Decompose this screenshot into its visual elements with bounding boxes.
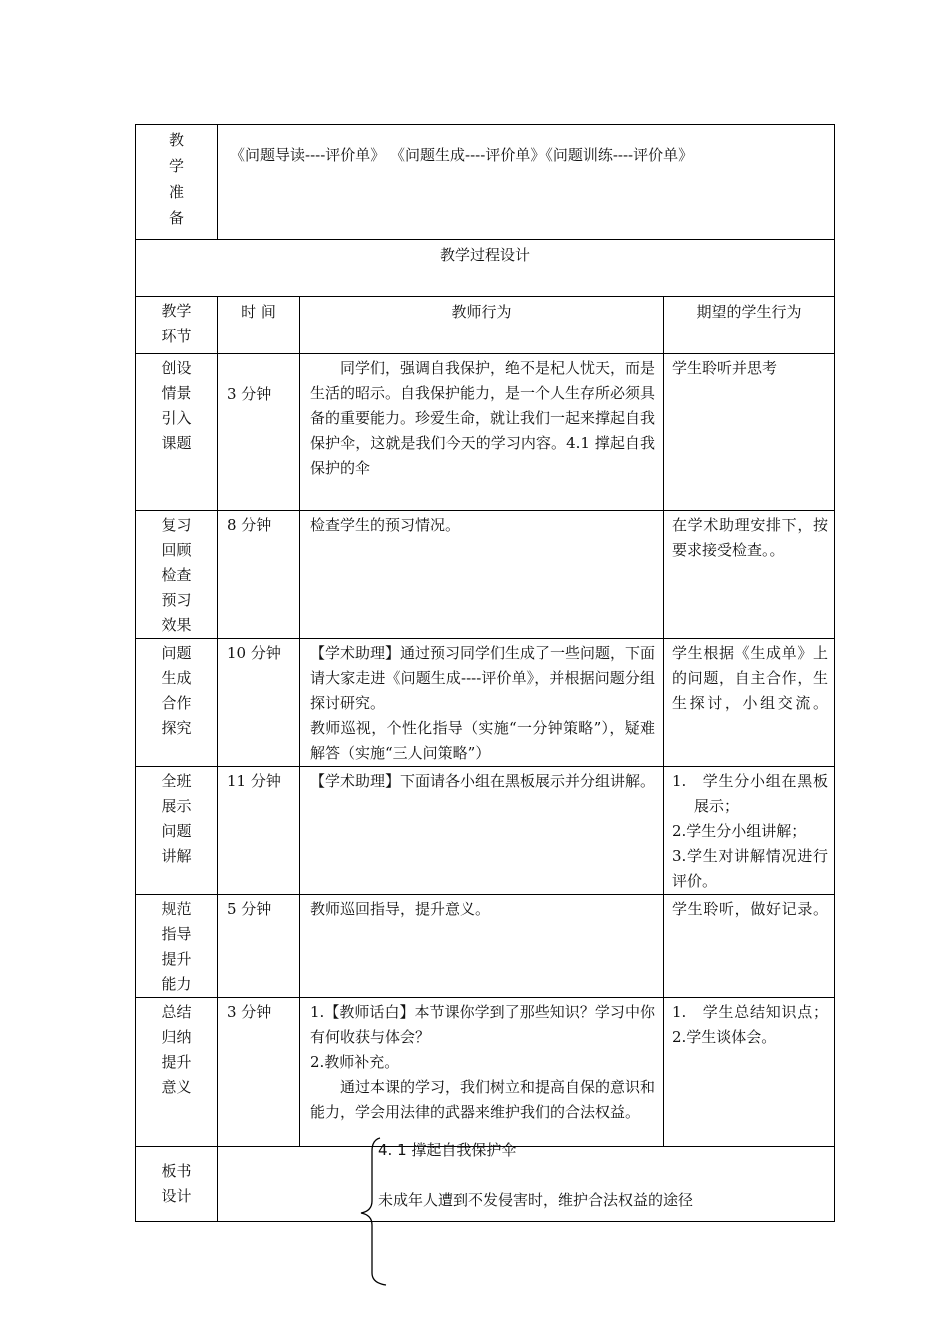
header-student: 期望的学生行为 [664, 297, 835, 354]
teacher-cell: 教师巡回指导，提升意义。 [300, 895, 664, 998]
stage-cell [136, 895, 218, 998]
table-row [136, 998, 835, 1147]
student-list-item: 1. 学生分小组在黑板展示； [672, 772, 829, 815]
student-cell [664, 998, 835, 1147]
time-cell: 5 分钟 [218, 895, 300, 998]
board-label: 板书设计 [161, 1162, 192, 1205]
prep-label: 教学准备 [168, 131, 184, 227]
stage-cell [136, 767, 218, 895]
teacher-paragraph: 2.教师补充。 [310, 1053, 400, 1071]
time-cell: 10 分钟 [218, 639, 300, 767]
student-text: 学生聆听，做好记录。 [672, 900, 829, 918]
board-label-cell [136, 1147, 218, 1222]
process-title-row [136, 240, 835, 297]
table-row [136, 639, 835, 767]
student-cell [664, 895, 835, 998]
student-cell: 学生聆听并思考 [664, 354, 835, 511]
time-cell: 3 分钟 [218, 998, 300, 1147]
time-cell: 3 分钟 [218, 354, 300, 511]
board-line: 未成年人遭到不发侵害时，维护合法权益的途径 [378, 1191, 694, 1209]
teacher-cell: 【学术助理】下面请各小组在黑板展示并分组讲解。 [300, 767, 664, 895]
stage-label: 全班展示问题讲解 [161, 772, 192, 865]
student-cell [664, 767, 835, 895]
board-line: 4. 1 撑起自我保护伞 [378, 1141, 517, 1159]
stage-label: 问题生成合作探究 [161, 644, 192, 737]
stage-label: 复习回顾检查预习效果 [161, 516, 192, 634]
student-list-item: 2.学生分小组讲解； [672, 822, 807, 840]
prep-label-cell [136, 125, 218, 240]
teacher-paragraph: 1.【教师话白】本节课你学到了那些知识？学习中你有何收获与体会？ [310, 1003, 655, 1046]
table-row [136, 767, 835, 895]
lesson-plan-table [135, 124, 835, 1222]
prep-row [136, 125, 835, 240]
student-text: 学生根据《生成单》上的问题，自主合作，生生探讨，小组交流。 [672, 644, 829, 712]
teacher-paragraph: 通过本课的学习，我们树立和提高自保的意识和能力，学会用法律的武器来维护我们的合法权益。 [310, 1078, 656, 1121]
header-row [136, 297, 835, 354]
time-cell: 8 分钟 [218, 511, 300, 639]
header-teacher: 教师行为 [300, 297, 664, 354]
stage-cell [136, 511, 218, 639]
teacher-cell [300, 354, 664, 511]
teacher-cell [300, 998, 664, 1147]
stage-label: 创设情景引入课题 [161, 359, 192, 452]
header-stage-cell [136, 297, 218, 354]
student-cell: 在学术助理安排下，按要求接受检查。。 [664, 511, 835, 639]
stage-label: 规范指导提升能力 [161, 900, 192, 993]
stage-cell [136, 354, 218, 511]
teacher-text: 同学们，强调自我保护，绝不是杞人忧天，而是生活的昭示。自我保护能力，是一个人生存所必须具备的重要能力。珍爱生命，就让我们一起来撑起自我保护伞，这就是我们今天的学习内容。4.1 撑起自我保护的伞 [310, 359, 656, 477]
student-list-item: 2.学生谈体会。 [672, 1028, 777, 1046]
student-cell [664, 639, 835, 767]
teacher-cell [300, 639, 664, 767]
student-list-item: 3.学生对讲解情况进行评价。 [672, 847, 829, 890]
teacher-paragraph: 教师巡视，个性化指导（实施“一分钟策略”），疑难解答（实施“三人问策略”） [310, 719, 655, 762]
table-row [136, 895, 835, 998]
table-row [136, 511, 835, 639]
stage-cell [136, 639, 218, 767]
header-time: 时 间 [218, 297, 300, 354]
stage-label: 总结归纳提升意义 [161, 1003, 192, 1096]
stage-cell [136, 998, 218, 1147]
table-row [136, 354, 835, 511]
teacher-paragraph: 【学术助理】通过预习同学们生成了一些问题，下面请大家走进《问题生成----评价单》，并根据问题分组探讨研究。 [310, 644, 656, 712]
time-cell: 11 分钟 [218, 767, 300, 895]
teacher-cell: 检查学生的预习情况。 [300, 511, 664, 639]
student-list-item: 1. 学生总结知识点； [672, 1003, 829, 1021]
header-stage: 教学环节 [161, 302, 192, 345]
prep-content: 《问题导读----评价单》 《问题生成----评价单》《问题训练----评价单》 [218, 125, 835, 240]
board-design [358, 1137, 828, 1287]
process-title: 教学过程设计 [136, 240, 835, 297]
